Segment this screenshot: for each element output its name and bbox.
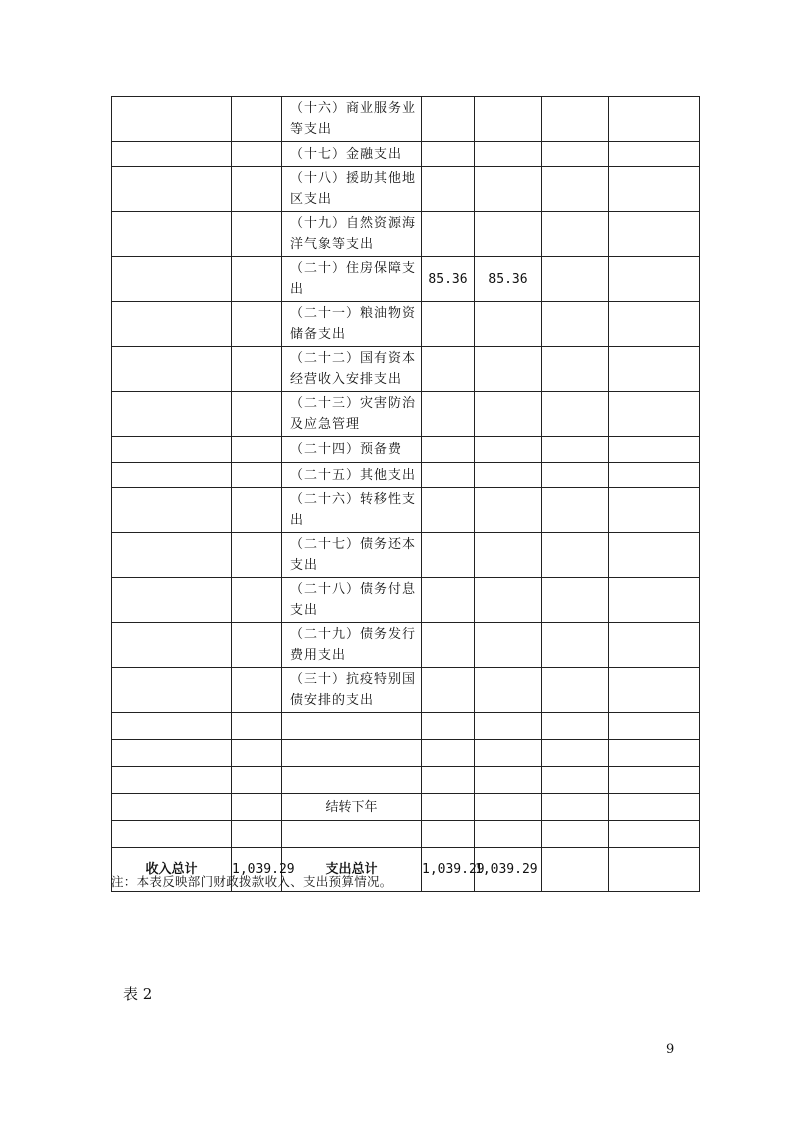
expense-row: [112, 488, 700, 533]
expense-item-label: （十九）自然资源海洋气象等支出: [282, 212, 422, 257]
expense-value-2: [475, 392, 542, 437]
expense-item-label: （二十二）国有资本经营收入安排支出: [282, 347, 422, 392]
expense-value-1: [422, 578, 475, 623]
income-total-value: 1,039.29: [232, 848, 282, 892]
empty-row: [112, 767, 700, 794]
expense-row: [112, 533, 700, 578]
expense-row: [112, 167, 700, 212]
expense-item-label: （二十五）其他支出: [282, 463, 422, 488]
expense-item-label: （三十）抗疫特别国债安排的支出: [282, 668, 422, 713]
budget-table-body: [112, 97, 700, 892]
expense-value-2: [475, 167, 542, 212]
expense-value-2: [475, 463, 542, 488]
expense-value-1: [422, 302, 475, 347]
expense-row: [112, 392, 700, 437]
expense-item-label: （二十一）粮油物资储备支出: [282, 302, 422, 347]
expense-value-2: [475, 212, 542, 257]
expense-item-label: （二十）住房保障支出: [282, 257, 422, 302]
expense-row: [112, 347, 700, 392]
expense-value-2: [475, 668, 542, 713]
expense-value-2: [475, 533, 542, 578]
expense-value-1: [422, 167, 475, 212]
expense-value-2: [475, 578, 542, 623]
expense-item-label: （二十九）债务发行费用支出: [282, 623, 422, 668]
expense-item-label: （二十三）灾害防治及应急管理: [282, 392, 422, 437]
expense-total-label: 支出总计: [282, 848, 422, 892]
expense-row: [112, 463, 700, 488]
expense-total-value-1: 1,039.29: [422, 848, 475, 892]
carry-forward-label: 结转下年: [282, 794, 422, 821]
expense-value-2: [475, 302, 542, 347]
table-note: 注：本表反映部门财政拨款收入、支出预算情况。: [111, 874, 393, 889]
empty-row: [112, 821, 700, 848]
expense-total-value-2: 1,039.29: [475, 848, 542, 892]
expense-value-2: [475, 767, 542, 794]
expense-item-label: （十七）金融支出: [282, 142, 422, 167]
expense-value-1: [422, 347, 475, 392]
expense-row: [112, 302, 700, 347]
expense-row: [112, 212, 700, 257]
expense-value-1: [422, 463, 475, 488]
expense-value-1: 85.36: [422, 257, 475, 302]
expense-value-1: [422, 623, 475, 668]
expense-value-2: [475, 623, 542, 668]
expense-item-label: （二十四）预备费: [282, 437, 422, 463]
empty-row: [112, 713, 700, 740]
expense-value-1: [422, 212, 475, 257]
expense-item-label: （二十八）债务付息支出: [282, 578, 422, 623]
table-label: 表 2: [123, 985, 153, 1003]
expense-item-label: （十六）商业服务业等支出: [282, 97, 422, 142]
expense-value-1: [422, 533, 475, 578]
expense-value-2: 85.36: [475, 257, 542, 302]
expense-value-1: [422, 437, 475, 463]
carry-forward-row: [112, 794, 700, 821]
budget-table: [111, 96, 700, 892]
expense-value-2: [475, 347, 542, 392]
expense-value-1: [422, 142, 475, 167]
expense-item-label: [282, 713, 422, 740]
expense-row: [112, 437, 700, 463]
expense-row: [112, 97, 700, 142]
expense-value-2: [475, 142, 542, 167]
expense-row: [112, 623, 700, 668]
expense-item-label: （二十六）转移性支出: [282, 488, 422, 533]
expense-value-1: [422, 767, 475, 794]
expense-item-label: [282, 767, 422, 794]
expense-row: [112, 578, 700, 623]
page-number: 9: [666, 1042, 675, 1057]
expense-value-2: [475, 97, 542, 142]
expense-value-1: [422, 488, 475, 533]
expense-value-1: [422, 97, 475, 142]
empty-row: [112, 740, 700, 767]
expense-value-1: [422, 668, 475, 713]
expense-value-2: [475, 713, 542, 740]
expense-row: [112, 257, 700, 302]
expense-value-1: [422, 740, 475, 767]
expense-item-label: [282, 740, 422, 767]
expense-value-2: [475, 488, 542, 533]
expense-row: [112, 142, 700, 167]
expense-value-2: [475, 740, 542, 767]
expense-row: [112, 668, 700, 713]
income-total-label: 收入总计: [112, 848, 232, 892]
expense-value-2: [475, 437, 542, 463]
expense-value-1: [422, 392, 475, 437]
expense-item-label: （十八）援助其他地区支出: [282, 167, 422, 212]
expense-value-1: [422, 713, 475, 740]
expense-item-label: （二十七）债务还本支出: [282, 533, 422, 578]
